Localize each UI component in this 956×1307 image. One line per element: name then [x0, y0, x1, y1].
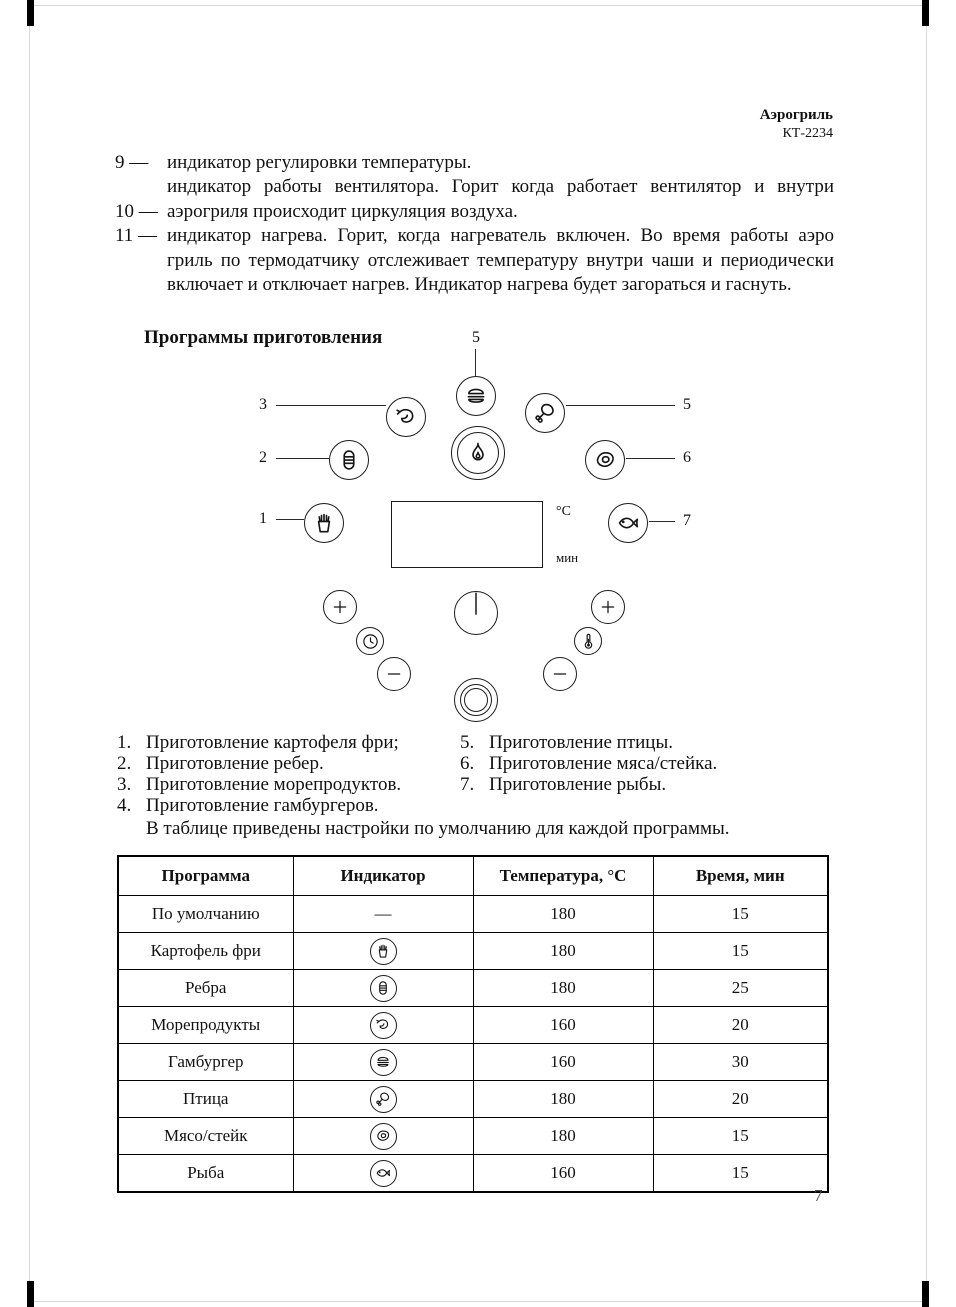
program-cell: Птица	[118, 1081, 293, 1118]
indicator-cell	[293, 933, 473, 970]
intro-line	[115, 151, 834, 175]
item-text: гриль по термодатчику отслеживает температуру внутри чаши и периодически	[167, 249, 834, 271]
item-number	[115, 273, 167, 297]
item-number: 9 —	[115, 152, 149, 173]
item-number: 11 —	[115, 225, 158, 247]
item-number: 1.	[117, 732, 132, 753]
chicken-leg-icon	[374, 1090, 392, 1108]
indicator-cell	[293, 1044, 473, 1081]
power-button	[454, 591, 498, 635]
intro-line	[115, 200, 834, 224]
heat-indicator-inner-ring	[457, 432, 499, 474]
item-text: включает и отключает нагрев. Индикатор нагрева будет загораться и гаснуть.	[167, 274, 792, 296]
item-number: 6.	[460, 753, 475, 775]
temperature-cell: 160	[473, 1044, 653, 1081]
item-text: Приготовление птицы.	[489, 732, 673, 753]
time-cell: 15	[653, 896, 828, 933]
item-text: Приготовление картофеля фри;	[146, 732, 399, 753]
program-cell: Морепродукты	[118, 1007, 293, 1044]
steak-program-button	[585, 440, 625, 480]
minus-icon	[384, 664, 404, 684]
program-list-item	[117, 753, 460, 774]
item-text: индикатор регулировки температуры.	[167, 152, 472, 173]
program-list-item	[460, 753, 833, 774]
column-header-program: Программа	[118, 856, 293, 896]
item-text: Приготовление гамбургеров.	[146, 795, 379, 817]
program-legend	[117, 732, 833, 816]
page-number: 7	[814, 1186, 823, 1205]
program-list-item	[117, 795, 460, 816]
indicator-cell	[293, 970, 473, 1007]
flame-icon	[465, 440, 491, 466]
temperature-cell: 180	[473, 896, 653, 933]
table-row	[118, 896, 828, 933]
intro-line	[115, 249, 834, 273]
program-cell: По умолчанию	[118, 896, 293, 933]
item-number: 10 —	[115, 200, 158, 222]
table-row	[118, 1081, 828, 1118]
item-text: индикатор работы вентилятора. Горит когда работает вентилятор и внутри	[167, 176, 834, 198]
callout-3: 3	[259, 396, 267, 413]
callout-1: 1	[259, 510, 267, 527]
program-list-item	[117, 774, 460, 795]
item-number: 3.	[117, 774, 132, 796]
item-text: Приготовление мяса/стейка.	[489, 753, 718, 775]
program-cell: Картофель фри	[118, 933, 293, 970]
burger-icon	[374, 1053, 392, 1071]
callout-top: 5	[472, 329, 480, 346]
item-text: Приготовление ребер.	[146, 753, 324, 775]
ribs-icon	[336, 447, 362, 473]
seafood-program-button	[386, 397, 426, 437]
table-row	[118, 1007, 828, 1044]
shrimp-icon	[374, 1016, 392, 1034]
start-knob	[454, 678, 498, 722]
indicator-cell	[293, 1155, 473, 1193]
document-header	[760, 107, 833, 141]
timer-icon	[361, 632, 380, 651]
temperature-cell: 160	[473, 1155, 653, 1193]
indicator-cell	[293, 1118, 473, 1155]
brand-title: Аэрогриль	[759, 107, 833, 123]
crop-mark-top-right	[922, 0, 929, 26]
minus-icon	[550, 664, 570, 684]
item-text: Приготовление морепродуктов.	[146, 774, 402, 796]
table-header-row	[118, 856, 828, 896]
burger-icon	[463, 383, 489, 409]
heat-indicator-button	[451, 426, 505, 480]
ribs-icon	[374, 979, 392, 997]
steak-icon	[374, 1127, 392, 1145]
time-minus-button	[377, 657, 411, 691]
indicator-cell	[293, 1007, 473, 1044]
intro-line	[115, 224, 834, 248]
leader-line-3	[276, 405, 386, 406]
callout-7: 7	[683, 512, 691, 529]
legend-row	[117, 774, 833, 795]
indicator-descriptions	[115, 151, 834, 297]
shrimp-icon	[393, 404, 419, 430]
leader-line-2	[276, 458, 329, 459]
time-cell: 20	[653, 1081, 828, 1118]
item-text: аэрогриля происходит циркуляция воздуха.	[167, 200, 518, 222]
table-row	[118, 1118, 828, 1155]
fish-program-button	[608, 503, 648, 543]
item-text: Приготовление рыбы.	[489, 774, 667, 796]
item-number	[115, 249, 167, 273]
time-cell: 15	[653, 1118, 828, 1155]
temperature-cell: 180	[473, 933, 653, 970]
indicator-cell: —	[293, 896, 473, 933]
table-row	[118, 1044, 828, 1081]
start-knob-inner	[464, 688, 488, 712]
plus-icon	[330, 597, 350, 617]
program-list-item	[460, 774, 833, 795]
programs-table	[117, 855, 829, 1193]
leader-line-top	[475, 349, 476, 376]
temperature-cell: 180	[473, 970, 653, 1007]
program-list-item	[117, 732, 460, 753]
power-icon	[454, 591, 498, 635]
time-cell: 20	[653, 1007, 828, 1044]
poultry-program-button	[525, 393, 565, 433]
ribs-program-button	[329, 440, 369, 480]
program-cell: Рыба	[118, 1155, 293, 1193]
time-unit-label: мин	[556, 550, 579, 565]
table-note: В таблице приведены настройки по умолчанию для каждой программы.	[146, 818, 730, 839]
leader-line-5	[566, 405, 675, 406]
fries-program-button	[304, 503, 344, 543]
table-row	[118, 1155, 828, 1193]
chicken-leg-icon	[532, 400, 558, 426]
time-cell: 15	[653, 933, 828, 970]
temp-unit-label: °C	[556, 504, 571, 519]
crop-mark-bottom-right	[922, 1281, 929, 1307]
time-cell: 25	[653, 970, 828, 1007]
column-header-time: Время, мин	[653, 856, 828, 896]
item-number	[115, 175, 167, 199]
temperature-indicator	[574, 627, 602, 655]
intro-line	[115, 175, 834, 199]
timer-indicator	[356, 627, 384, 655]
table-row	[118, 933, 828, 970]
steak-icon	[592, 447, 618, 473]
burger-program-button	[456, 376, 496, 416]
temperature-cell: 180	[473, 1118, 653, 1155]
fries-icon	[374, 942, 392, 960]
program-cell: Гамбургер	[118, 1044, 293, 1081]
crop-mark-top-left	[27, 0, 34, 26]
temperature-cell: 160	[473, 1007, 653, 1044]
time-plus-button	[323, 590, 357, 624]
fish-icon	[615, 510, 641, 536]
display-screen	[391, 501, 543, 568]
legend-row	[117, 732, 833, 753]
column-header-indicator: Индикатор	[293, 856, 473, 896]
legend-row	[117, 753, 833, 774]
thermometer-icon	[579, 632, 598, 651]
temp-minus-button	[543, 657, 577, 691]
program-cell: Ребра	[118, 970, 293, 1007]
section-title: Программы приготовления	[144, 327, 383, 348]
intro-line	[115, 273, 834, 297]
temp-plus-button	[591, 590, 625, 624]
fish-icon	[374, 1164, 392, 1182]
callout-2: 2	[259, 449, 267, 466]
time-cell: 15	[653, 1155, 828, 1193]
legend-row	[117, 795, 833, 816]
program-list-item	[460, 732, 833, 753]
plus-icon	[598, 597, 618, 617]
callout-6: 6	[683, 449, 691, 466]
time-cell: 30	[653, 1044, 828, 1081]
model-number: КТ-2234	[782, 125, 833, 141]
leader-line-6	[626, 458, 675, 459]
item-number: 2.	[117, 753, 132, 775]
column-header-temperature: Температура, °С	[473, 856, 653, 896]
item-number: 4.	[117, 795, 132, 817]
temperature-cell: 180	[473, 1081, 653, 1118]
start-knob-ring	[460, 684, 492, 716]
leader-line-7	[649, 521, 675, 522]
fries-icon	[311, 510, 337, 536]
indicator-cell	[293, 1081, 473, 1118]
leader-line-1	[276, 519, 304, 520]
crop-mark-bottom-left	[27, 1281, 34, 1307]
table-row	[118, 970, 828, 1007]
item-number: 5.	[460, 732, 475, 753]
program-cell: Мясо/стейк	[118, 1118, 293, 1155]
item-number: 7.	[460, 774, 475, 796]
item-text: индикатор нагрева. Горит, когда нагреватель включен. Во время работы аэро	[167, 225, 834, 247]
callout-5: 5	[683, 396, 691, 413]
